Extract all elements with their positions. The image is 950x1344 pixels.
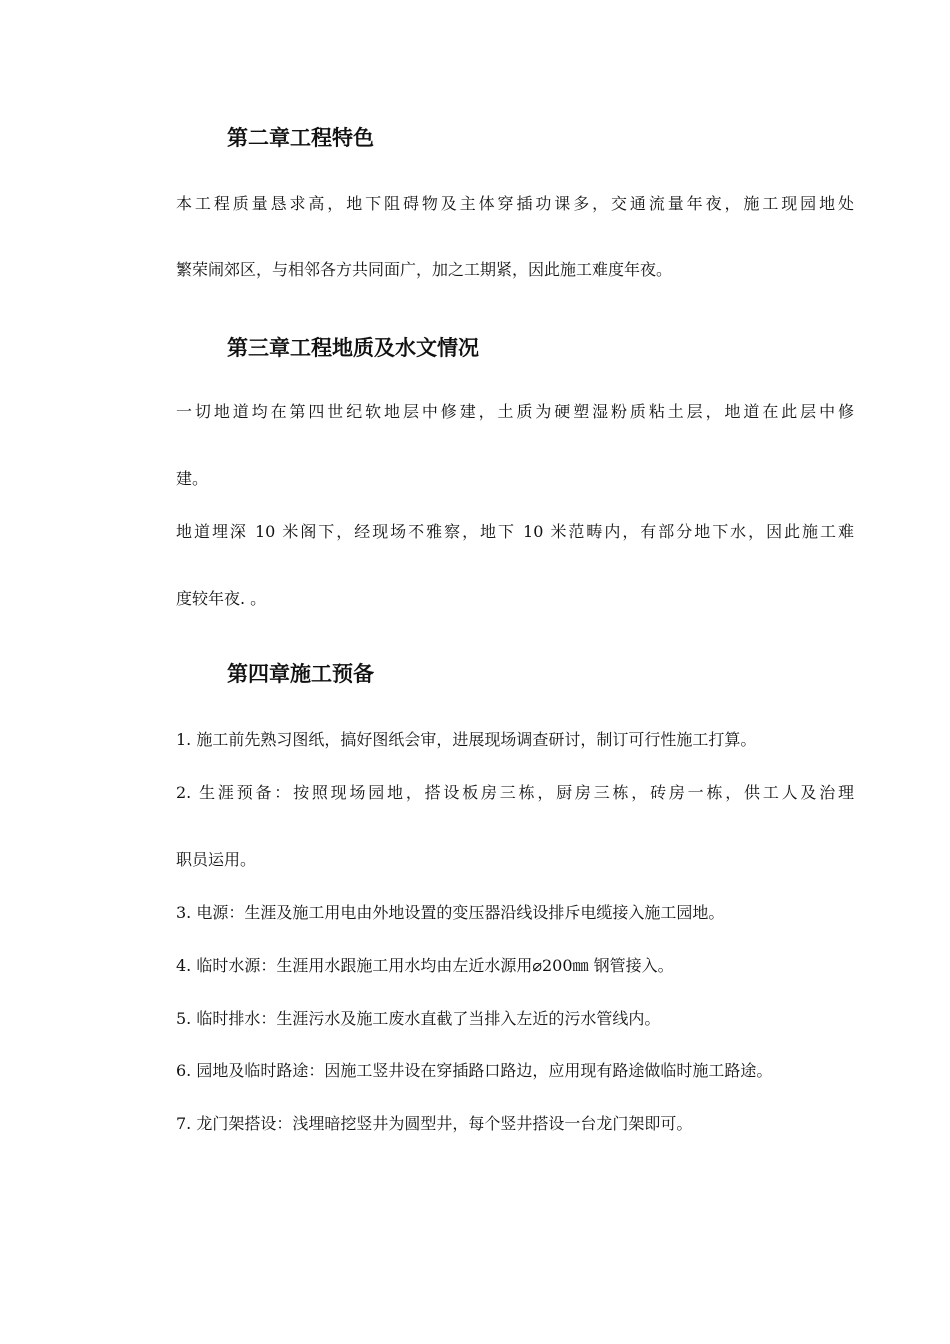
chapter-4-item-3: 3. 电源：生涯及施工用电由外地设置的变压器沿线设排斥电缆接入施工园地。 [176,903,725,922]
chapter-3-line-1: 一切地道均在第四世纪软地层中修建，土质为硬塑湿粉质粘土层，地道在此层中修 [176,402,854,421]
chapter-4-item-4: 4. 临时水源：生涯用水跟施工用水均由左近水源用⌀200㎜ 钢管接入。 [176,956,674,975]
chapter-3-line-3: 地道埋深 10 米阁下，经现场不雅察，地下 10 米范畴内，有部分地下水，因此施工难 [176,522,854,541]
chapter-4-item-6: 6. 园地及临时路途：因施工竖井设在穿插路口路边，应用现有路途做临时施工路途。 [176,1061,773,1080]
chapter-2-line-2: 繁荣闹郊区，与相邻各方共同面广，加之工期紧，因此施工难度年夜。 [176,260,673,279]
chapter-4-item-7: 7. 龙门架搭设：浅埋暗挖竖井为圆型井，每个竖井搭设一台龙门架即可。 [176,1114,693,1133]
chapter-4-item-1: 1. 施工前先熟习图纸，搞好图纸会审，进展现场调查研讨，制订可行性施工打算。 [176,730,757,749]
chapter-3-heading: 第三章工程地质及水文情况 [227,336,479,360]
chapter-4-heading: 第四章施工预备 [227,662,374,686]
chapter-2-line-1: 本工程质量恳求高，地下阻碍物及主体穿插功课多，交通流量年夜，施工现园地处 [176,194,854,213]
chapter-4-item-5: 5. 临时排水：生涯污水及施工废水直截了当排入左近的污水管线内。 [176,1009,661,1028]
chapter-3-line-4: 度较年夜. 。 [176,589,267,608]
chapter-3-line-2: 建。 [176,469,209,488]
chapter-2-heading: 第二章工程特色 [227,126,374,150]
chapter-4-item-2-cont: 职员运用。 [176,850,257,869]
chapter-4-item-2: 2. 生涯预备：按照现场园地，搭设板房三栋，厨房三栋，砖房一栋，供工人及治理 [176,783,854,802]
